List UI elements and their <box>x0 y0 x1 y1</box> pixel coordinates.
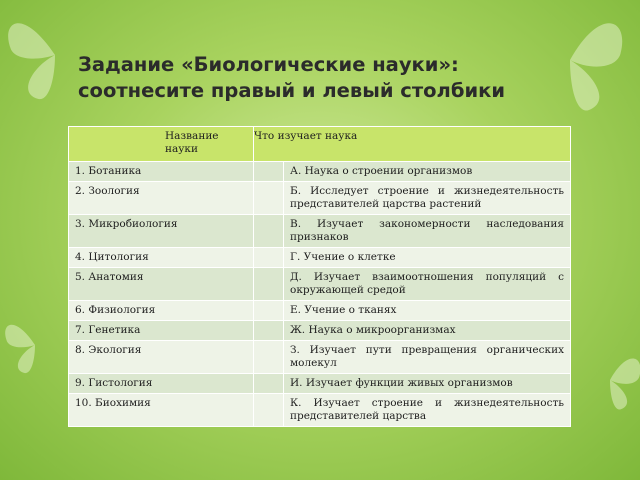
description-cell: Ж. Наука о микроорганизмах <box>284 321 571 341</box>
butterfly-icon <box>0 300 70 390</box>
science-cell: 8. Экология <box>69 341 254 374</box>
description-cell: К. Изучает строение и жизнедеятельность представителей царства <box>284 394 571 427</box>
matching-table <box>68 126 571 427</box>
header-what-studies: Что изучает наука <box>254 127 571 162</box>
table-header-row <box>69 127 571 162</box>
science-cell: 10. Биохимия <box>69 394 254 427</box>
table-row <box>69 215 571 248</box>
table-row <box>69 374 571 394</box>
table-row <box>69 394 571 427</box>
science-cell: 3. Микробиология <box>69 215 254 248</box>
page-title <box>78 52 598 104</box>
science-cell: 6. Физиология <box>69 301 254 321</box>
science-cell: 9. Гистология <box>69 374 254 394</box>
description-cell: Б. Исследует строение и жизнедеятельность представителей царства растений <box>284 182 571 215</box>
description-cell: И. Изучает функции живых организмов <box>284 374 571 394</box>
science-cell: 1. Ботаника <box>69 162 254 182</box>
description-cell: З. Изучает пути превращения органических молекул <box>284 341 571 374</box>
science-cell: 5. Анатомия <box>69 268 254 301</box>
description-cell: А. Наука о строении организмов <box>284 162 571 182</box>
science-cell: 4. Цитология <box>69 248 254 268</box>
title-line-1: Задание «Биологические науки»: <box>78 53 459 76</box>
butterfly-icon <box>575 340 640 420</box>
table-row <box>69 162 571 182</box>
header-science-name: Название науки <box>69 127 254 162</box>
table-row <box>69 321 571 341</box>
table-row <box>69 248 571 268</box>
title-line-2: соотнесите правый и левый столбики <box>78 79 506 102</box>
science-cell: 2. Зоология <box>69 182 254 215</box>
description-cell: В. Изучает закономерности наследования признаков <box>284 215 571 248</box>
description-cell: Д. Изучает взаимоотношения популяций с окружающей средой <box>284 268 571 301</box>
table-row <box>69 268 571 301</box>
table-row <box>69 301 571 321</box>
description-cell: Е. Учение о тканях <box>284 301 571 321</box>
science-cell: 7. Генетика <box>69 321 254 341</box>
table-row <box>69 182 571 215</box>
description-cell: Г. Учение о клетке <box>284 248 571 268</box>
table-row <box>69 341 571 374</box>
